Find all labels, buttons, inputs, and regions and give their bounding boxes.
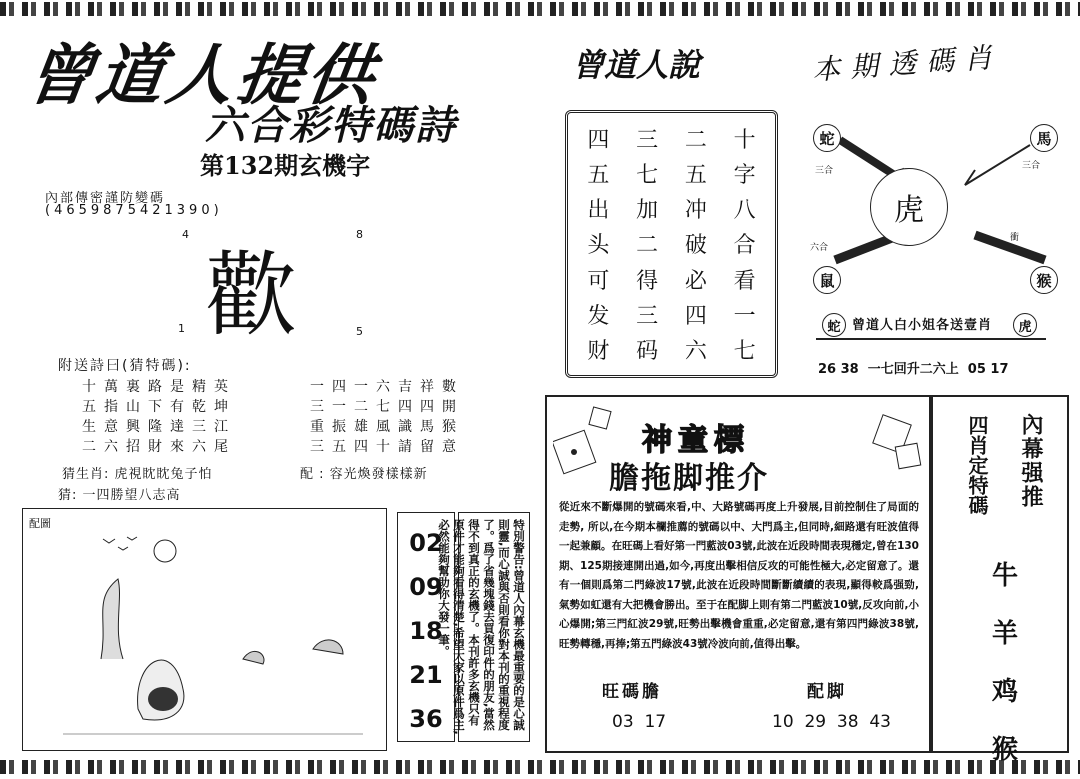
feature-body: 從近來不斷爆開的號碼來看,中、大路號碼再度上升發展,目前控制住了局面的走勢, 所以,在今期本欄推薦的號碼以中、大門爲主,但同時,細路還有旺波值得一起兼顧。在旺碼上看好第一門藍波03號,此波在近段時間表現穩定,曾在130期、125期接連開出過,如今,再度出擊相信反攻的可能性極大,必定留意了。還有一個則爲第二門綠波17號,此波在近段時間斷斷續續的表現,顯得較爲强勁,氣勢如虹還有大把機會勝出。至于在配脚上則有第二門藍波10號,反攻向前,小心爆開;第三門紅波29號,旺勢出擊機會重重,必定留意,還有第四門綠波38號,旺勢轉穩,再捧;第五門綠波43號冷波向前,值得出擊。	[559, 501, 919, 650]
picture-label: 配圖	[29, 517, 51, 530]
top-border	[0, 2, 1080, 16]
corner-number: 4	[182, 228, 189, 241]
grid-cell: 看	[733, 268, 756, 294]
grid-cell: 三	[636, 303, 659, 329]
riddle-character: 歡	[205, 242, 298, 349]
warning-text: 特別警告:曾道人內幕玄機最重要的是心誠則靈,而心誠與否則看你對本刊的重視程度了。爲了省幾塊錢去買復印件的朋友,當然得不到真正的玄機了。本刊許多玄機只有原件才能夠看得清楚,希望大家以原件爲主,必然能夠幫助你大發一筆。	[458, 512, 530, 742]
grid-cell: 破	[684, 233, 707, 259]
grid-cell: 发	[587, 303, 610, 329]
poem-line: 一四一六吉祥數	[310, 379, 464, 395]
guess-line: 猜: 一四勝望八志高	[58, 488, 181, 503]
grid-cell: 财	[587, 338, 610, 364]
grid-cell: 三	[636, 128, 659, 154]
animal: 牛	[991, 561, 1018, 591]
number: 36	[409, 705, 443, 733]
grid-cell: 码	[636, 338, 659, 364]
grid-cell: 七	[636, 163, 659, 189]
pei-label: 配脚	[807, 682, 847, 702]
animal: 猴	[991, 735, 1018, 765]
feature-box	[545, 395, 931, 753]
pei-numbers: 10 29 38 43	[772, 712, 891, 732]
grid-cell: 可	[587, 268, 610, 294]
grid-cell: 十	[733, 128, 756, 154]
grid-cell: 五	[684, 163, 707, 189]
grid-cell: 得	[636, 268, 659, 294]
banner-right-zodiac: 虎	[1013, 313, 1037, 337]
grid-cell: 六	[684, 338, 707, 364]
number: 09	[409, 573, 443, 601]
label-tl: 三合	[815, 166, 834, 176]
feature-subtitle: 膽拖脚推介	[609, 461, 769, 496]
center-zodiac: 虎	[870, 168, 948, 246]
zodiac-title: 本期透碼肖	[811, 40, 1004, 87]
side-animals	[985, 547, 1025, 779]
label-tr: 三合	[1022, 161, 1041, 171]
animal: 羊	[991, 619, 1018, 649]
banner-left-zodiac: 蛇	[822, 313, 846, 337]
grid-cell: 四	[587, 128, 610, 154]
poem-right	[310, 377, 464, 457]
corner-number: 5	[356, 325, 363, 338]
grid-cell: 出	[587, 198, 610, 224]
zodiac-banner: 曾道人白小姐各送壹肖	[852, 318, 993, 333]
zodiac-footer: 26 38 一七回升二六上 05 17	[818, 362, 1009, 377]
says-title: 曾道人說	[572, 46, 701, 84]
side-col1: 內幕强推	[1018, 413, 1043, 509]
number: 02	[409, 529, 443, 557]
zodiac-bottom-right: 猴	[1030, 266, 1058, 294]
dice-icon	[553, 405, 613, 480]
grid-cell: 必	[684, 268, 707, 294]
bottom-border	[0, 760, 1080, 774]
poem-line: 三一二七四四開	[310, 399, 464, 415]
secret-label: 內部傳密謹防變碼	[45, 191, 166, 206]
side-col2: 四肖定特碼	[965, 415, 989, 515]
poem-line: 生意興隆達三江	[82, 419, 236, 435]
pair-line: 配 : 容光煥發樣樣新	[300, 467, 428, 482]
poem-heading: 附送詩曰(猜特碼):	[58, 358, 192, 374]
grid-cell: 字	[733, 163, 756, 189]
grid-cell: 加	[636, 198, 659, 224]
dan-label: 旺碼膽	[602, 682, 662, 702]
label-bl: 六合	[810, 243, 829, 253]
grid-cell: 冲	[684, 198, 707, 224]
corner-number: 8	[356, 228, 363, 241]
dice-icon	[869, 405, 929, 480]
main-title: 曾道人提供	[21, 37, 383, 114]
zodiac-top-right: 馬	[1030, 124, 1058, 152]
zodiac-top-left: 蛇	[813, 124, 841, 152]
guess-zodiac: 猜生肖: 虎視眈眈兔子怕	[62, 467, 213, 482]
poem-grid	[565, 110, 778, 378]
poem-line: 十萬裏路是精英	[82, 379, 236, 395]
poem-line: 三五四十請留意	[310, 439, 464, 455]
number: 18	[409, 617, 443, 645]
grid-cell: 头	[587, 233, 610, 259]
dan-numbers: 03 17	[612, 712, 667, 732]
grid-cell: 二	[636, 233, 659, 259]
illustration	[23, 509, 388, 752]
grid-cell: 二	[684, 128, 707, 154]
picture-box	[22, 508, 387, 751]
grid-cell: 五	[587, 163, 610, 189]
poem-line: 五指山下有乾坤	[82, 399, 236, 415]
side-box	[931, 395, 1069, 765]
grid-cell: 八	[733, 198, 756, 224]
zodiac-bottom-left: 鼠	[813, 266, 841, 294]
animal: 鸡	[991, 677, 1018, 707]
label-br: 衝	[1010, 233, 1020, 243]
divider	[816, 338, 1046, 340]
feature-title: 神童標	[642, 423, 750, 458]
issue-title: 第132期玄機字	[200, 151, 371, 180]
number: 21	[409, 661, 443, 689]
poem-left	[82, 377, 236, 457]
corner-number: 1	[178, 322, 185, 335]
grid-cell: 合	[733, 233, 756, 259]
subtitle: 六合彩特碼詩	[205, 103, 457, 149]
grid-cell: 七	[733, 338, 756, 364]
poem-line: 二六招財來六尾	[82, 439, 236, 455]
grid-cell: 四	[684, 303, 707, 329]
grid-cell: 一	[733, 303, 756, 329]
poem-line: 重振雄風識馬猴	[310, 419, 464, 435]
secret-code: (4659875421390)	[45, 203, 223, 218]
